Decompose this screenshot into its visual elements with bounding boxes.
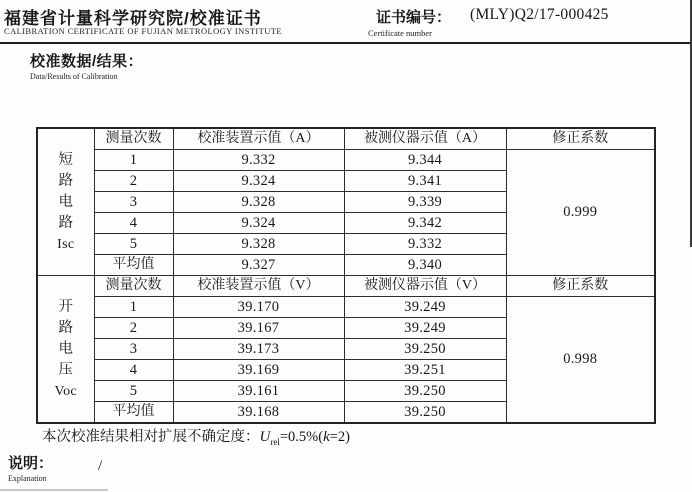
- uncertainty-statement: [42, 425, 350, 447]
- measurement-index: 2: [94, 318, 173, 339]
- label-char: 电: [58, 340, 73, 357]
- label-symbol: Voc: [54, 383, 77, 399]
- label-char: 压: [58, 361, 73, 378]
- column-header: 校准装置示值（V）: [173, 276, 344, 297]
- standard-value: 39.169: [173, 360, 344, 381]
- average-label: 平均值: [94, 255, 173, 276]
- standard-value: 9.328: [173, 234, 344, 255]
- uncertainty-subscript: rel: [270, 436, 280, 447]
- standard-value: 9.324: [173, 171, 344, 192]
- standard-value: 39.167: [173, 318, 344, 339]
- label-char: 路: [58, 214, 73, 231]
- standard-value: 39.168: [173, 402, 344, 424]
- device-value: 9.332: [344, 234, 506, 255]
- uncertainty-symbol-u: U: [259, 429, 271, 445]
- column-header: 被测仪器示值（V）: [344, 276, 506, 297]
- row-group-label-stack: [38, 297, 94, 402]
- table-row: [37, 150, 655, 171]
- row-group-label-isc: [37, 128, 94, 276]
- label-symbol: Isc: [57, 236, 75, 252]
- standard-value: 9.327: [173, 255, 344, 276]
- measurement-index: 4: [94, 360, 173, 381]
- table-header-row: [37, 276, 655, 297]
- org-title-cn: 福建省计量科学研究院/校准证书: [4, 9, 262, 28]
- label-char: 路: [58, 172, 73, 189]
- table-header-row: [37, 128, 655, 150]
- device-value: 39.251: [344, 360, 506, 381]
- certificate-number-label-en: Certificate number: [368, 28, 432, 38]
- section-title-cn: 校准数据/结果：: [30, 53, 144, 70]
- measurement-index: 5: [94, 234, 173, 255]
- scan-edge-bottom: [0, 489, 108, 491]
- standard-value: 9.324: [173, 213, 344, 234]
- measurement-index: 1: [94, 297, 173, 318]
- uncertainty-symbol-k: k: [323, 429, 330, 445]
- device-value: 39.250: [344, 402, 506, 424]
- measurement-index: 1: [94, 150, 173, 171]
- calibration-data-table: [36, 127, 656, 424]
- device-value: 39.249: [344, 297, 506, 318]
- measurement-index: 2: [94, 171, 173, 192]
- standard-value: 39.161: [173, 381, 344, 402]
- uncertainty-mid: =0.5%(: [279, 429, 324, 445]
- standard-value: 39.170: [173, 297, 344, 318]
- label-char: 路: [58, 319, 73, 336]
- device-value: 9.340: [344, 255, 506, 276]
- device-value: 39.250: [344, 339, 506, 360]
- explanation-label-cn: 说明：: [8, 455, 54, 472]
- section-title-en: Data/Results of Calibration: [30, 72, 118, 81]
- standard-value: 9.328: [173, 192, 344, 213]
- certificate-number-value: (MLY)Q2/17-000425: [470, 6, 609, 23]
- device-value: 39.250: [344, 381, 506, 402]
- measurement-index: 4: [94, 213, 173, 234]
- label-char: 电: [58, 193, 73, 210]
- measurement-index: 3: [94, 339, 173, 360]
- column-header: 修正系数: [506, 128, 655, 150]
- org-title-en: CALIBRATION CERTIFICATE OF FUJIAN METROLOGY INSTITUTE: [4, 26, 282, 36]
- measurement-index: 5: [94, 381, 173, 402]
- row-group-label-stack: [38, 150, 94, 255]
- column-header: 修正系数: [506, 276, 655, 297]
- correction-factor-value: 0.998: [506, 297, 655, 424]
- label-char: 开: [58, 298, 73, 315]
- measurement-index: 3: [94, 192, 173, 213]
- header-divider: [0, 42, 692, 44]
- device-value: 9.344: [344, 150, 506, 171]
- uncertainty-prefix: 本次校准结果相对扩展不确定度：: [42, 429, 260, 445]
- correction-factor-value: 0.999: [506, 150, 655, 276]
- column-header: 测量次数: [94, 128, 173, 150]
- standard-value: 9.332: [173, 150, 344, 171]
- column-header: 校准装置示值（A）: [173, 128, 344, 150]
- uncertainty-end: =2): [329, 429, 350, 445]
- explanation-label-en: Explanation: [8, 474, 47, 483]
- standard-value: 39.173: [173, 339, 344, 360]
- device-value: 9.342: [344, 213, 506, 234]
- column-header: 被测仪器示值（A）: [344, 128, 506, 150]
- explanation-value: /: [98, 458, 103, 474]
- row-group-label-voc: [37, 276, 94, 424]
- device-value: 39.249: [344, 318, 506, 339]
- certificate-number-label-cn: 证书编号：: [376, 9, 452, 26]
- label-char: 短: [58, 151, 73, 168]
- device-value: 9.339: [344, 192, 506, 213]
- average-label: 平均值: [94, 402, 173, 424]
- table-row: [37, 297, 655, 318]
- device-value: 9.341: [344, 171, 506, 192]
- column-header: 测量次数: [94, 276, 173, 297]
